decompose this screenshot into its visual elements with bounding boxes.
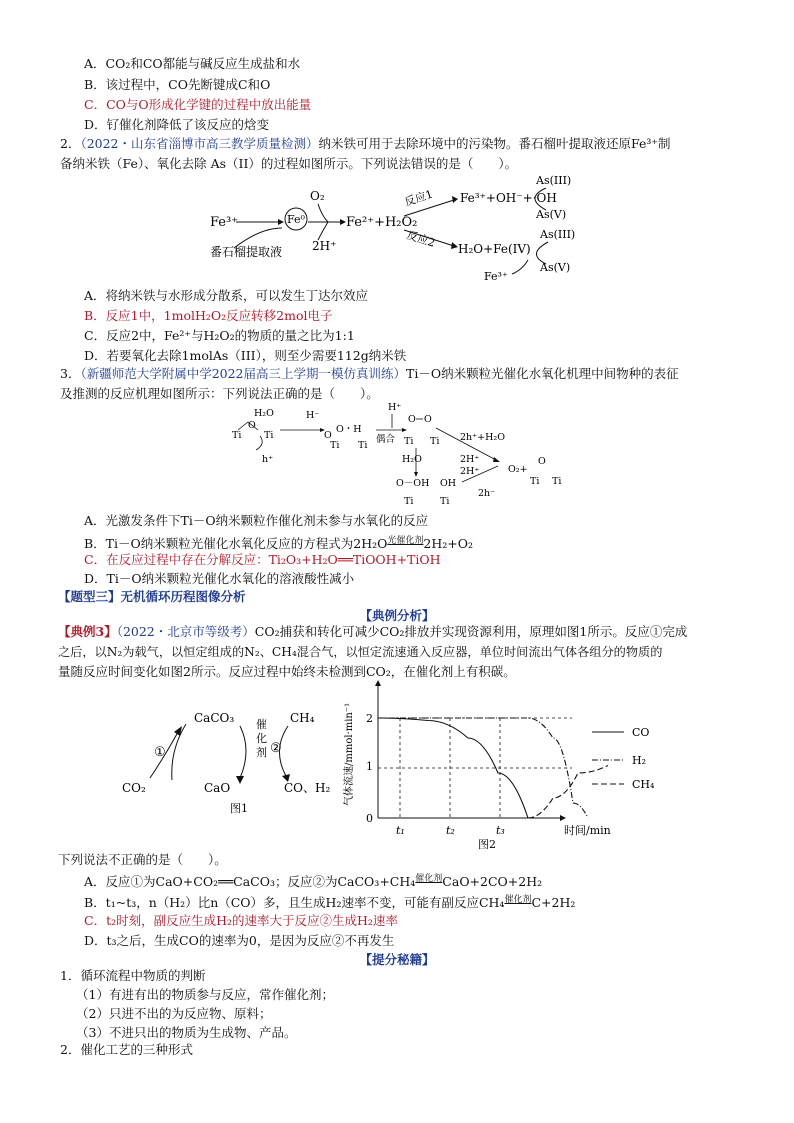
- q3-option-d: D．Ti－O纳米颗粒光催化水氧化的溶液酸性减小: [84, 571, 355, 586]
- q2-as5-bottom: As(V): [540, 261, 571, 274]
- q3-number: 3．: [60, 366, 81, 381]
- q2-fe3-bottom: Fe³⁺: [484, 270, 508, 283]
- q3-ti-2: Ti: [264, 430, 274, 441]
- q3-source: （新疆师范大学附属中学2022届高三上学期一模仿真训练）: [80, 366, 407, 381]
- ex3-label: 【典例3】: [58, 624, 117, 639]
- ex3-option-a-text: A．反应①为CaO+CO₂══CaCO₃；反应②为CaCO₃+CH₄: [84, 874, 416, 889]
- tips-line5: 2．催化工艺的三种形式: [60, 1042, 193, 1057]
- ex3-figure2: [340, 678, 700, 850]
- fig2-xtick-t2: t₂: [446, 824, 455, 837]
- fig1-reaction2: ②: [270, 741, 282, 756]
- q3-ti-3: Ti: [330, 440, 340, 451]
- q3-ti-8: Ti: [440, 496, 450, 507]
- fig2-xtick-t3: t₃: [496, 824, 505, 837]
- q2-extract-label: 番石榴提取液: [210, 245, 283, 259]
- q3-o-5: O: [538, 456, 546, 467]
- q2-fe0-label: Fe⁰: [287, 213, 305, 226]
- q3-hdot: H⁺: [388, 402, 402, 413]
- tips-line1: 1．循环流程中物质的判断: [60, 968, 206, 983]
- tips-line4: （3）不进只出的物质为生成物、产品。: [76, 1025, 297, 1040]
- q3-stem-line2: 及推测的反应机理如图所示：下列说法正确的是（ ）。: [60, 386, 379, 401]
- q3-ti-7: Ti: [404, 496, 414, 507]
- q1-option-b: B．该过程中，CO先断键成C和O: [84, 77, 271, 92]
- q2-stem-line2: 备纳米铁（Fe）、氧化去除 As（II）的过程如图所示。下列说法错误的是（ ）。: [60, 156, 518, 171]
- fig2-legend-ch4: CH₄: [632, 778, 655, 791]
- ex3-figure1: [110, 700, 350, 850]
- q3-o-1: O: [248, 420, 256, 431]
- ex3-option-a-tail: CaO+2CO+2H₂: [442, 874, 543, 889]
- q1-option-d: D．钌催化剂降低了该反应的焓变: [84, 117, 270, 132]
- fig1-caco3: CaCO₃: [194, 711, 235, 725]
- q2-stem-text1: 纳米铁可用于去除环境中的污染物。番石榴叶提取液还原Fe³⁺制: [318, 136, 671, 151]
- q3-2h-a: 2H⁺: [460, 454, 480, 465]
- q3-ooh-label: O－OH: [396, 478, 430, 489]
- analysis-header: 【典例分析】: [359, 608, 435, 623]
- q3-stem-text1: Ti－O纳米颗粒光催化水氧化机理中间物种的表征: [406, 366, 679, 381]
- q3-h2o-1: H₂O: [254, 408, 274, 419]
- ex3-option-a: [84, 871, 542, 890]
- q3-h2o-mid: H₂O: [402, 454, 422, 465]
- q3-o-4: O: [424, 414, 432, 425]
- tips-header: 【提分秘籍】: [359, 952, 435, 967]
- fig2-ytick-2: 2: [366, 712, 373, 725]
- q3-2hminus: 2h⁻: [478, 488, 496, 499]
- q3-option-b-tail: 2H₂+O₂: [423, 536, 474, 551]
- q2-option-d: D．若要氧化去除1molAs（III），则至少需要112g纳米铁: [84, 348, 407, 363]
- q2-number: 2．: [60, 136, 81, 151]
- q1-option-c: C．CO与O形成化学键的过程中放出能量: [84, 97, 312, 112]
- q2-option-c: C．反应2中，Fe²⁺与H₂O₂的物质的量之比为1:1: [84, 328, 355, 343]
- q3-oh-bottom: OH: [440, 478, 457, 489]
- q3-ti-1: Ti: [232, 430, 242, 441]
- q2-product2-label: H₂O+Fe(IV): [458, 242, 531, 256]
- fig2-legend-h2: H₂: [632, 754, 647, 767]
- fig2-caption: 图2: [478, 838, 496, 850]
- q2-reaction1-label: 反应1: [402, 187, 435, 209]
- q3-option-b: [84, 533, 473, 552]
- fig2-xtick-t1: t₁: [396, 824, 405, 837]
- fig1-catalyst-1: 催: [256, 718, 267, 731]
- q3-couple-label: 偶合: [376, 434, 396, 445]
- ex3-option-c: C．t₂时刻，副反应生成H₂的速率大于反应②生成H₂速率: [84, 913, 398, 928]
- q3-oh-label: O・H: [336, 424, 362, 435]
- q3-ti-6: Ti: [430, 436, 440, 447]
- q3-option-a: A．光激发条件下Ti－O纳米颗粒作催化剂未参与水氧化的反应: [84, 513, 429, 528]
- ex3-option-b-tail: C+2H₂: [531, 895, 576, 910]
- fig2-legend-co: CO: [632, 726, 650, 739]
- tips-line2: （1）有进有出的物质参与反应，常作催化剂；: [76, 987, 334, 1002]
- q2-option-a: A．将纳米铁与水形成分散系，可以发生丁达尔效应: [84, 288, 369, 303]
- fig2-xlabel: 时间/min: [564, 824, 611, 837]
- q2-stem-line1: [60, 136, 671, 152]
- q3-o2-label: O₂+: [508, 464, 528, 475]
- ex3-stem-line1: [58, 624, 687, 640]
- q2-reaction-diagram: [200, 170, 610, 290]
- q2-option-b: B．反应1中，1molH₂O₂反应转移2mol电子: [84, 308, 333, 323]
- q2-h-label: 2H⁺: [312, 239, 337, 253]
- fig1-catalyst-3: 剂: [256, 746, 267, 759]
- ex3-option-a-catalyst: 催化剂: [415, 874, 443, 884]
- ex3-stem-line2: 之后，以N₂为载气，以恒定组成的N₂、CH₄混合气，以恒定流速通入反应器，单位时间流出气体各组分的物质的: [58, 645, 663, 659]
- q3-o-3: O: [408, 414, 416, 425]
- fig1-ch4: CH₄: [290, 711, 315, 725]
- ex3-source: （2022・北京市等级考）: [116, 624, 255, 639]
- q3-2h-b: 2H⁺: [460, 466, 480, 477]
- q1-option-a: A．CO₂和CO都能与碱反应生成盐和水: [84, 56, 301, 71]
- q3-mechanism-diagram: [226, 400, 576, 508]
- q3-ti-4: Ti: [358, 440, 368, 451]
- fig2-ylabel: 气体流速/mmol·min⁻¹: [344, 702, 355, 806]
- q3-hplus-1: h⁺: [262, 454, 274, 465]
- fig1-cao: CaO: [204, 781, 231, 795]
- fig2-ytick-1: 1: [366, 760, 373, 773]
- ex3-option-b-text: B．t₁~t₃，n（H₂）比n（CO）多，且生成H₂速率不变，可能有副反应CH₄: [84, 895, 505, 910]
- ex3-option-d: D．t₃之后，生成CO的速率为0，是因为反应②不再发生: [84, 933, 395, 948]
- fig1-catalyst-2: 化: [256, 732, 267, 745]
- fig1-co2: CO₂: [122, 781, 146, 795]
- fig1-caption: 图1: [230, 802, 248, 815]
- q2-as3-top: As(III): [536, 174, 572, 187]
- ex3-question: 下列说法不正确的是（ ）。: [58, 852, 227, 867]
- q3-ti-10: Ti: [552, 476, 562, 487]
- fig1-reaction1: ①: [154, 745, 166, 760]
- q2-as5-top: As(V): [536, 208, 567, 221]
- q2-source: （2022・山东省淄博市高三教学质量检测）: [80, 136, 319, 151]
- q3-option-c: C．在反应过程中存在分解反应：Ti₂O₃+H₂O══TiOOH+TiOH: [84, 552, 441, 567]
- ex3-stem-line3: 量随反应时间变化如图2所示。反应过程中始终未检测到CO₂，在催化剂上有积碳。: [58, 664, 516, 679]
- q3-hminus: H⁻: [306, 410, 320, 421]
- ex3-option-b: [84, 892, 575, 911]
- ex3-option-b-catalyst: 催化剂: [504, 895, 532, 905]
- fig2-ytick-0: 0: [366, 812, 373, 825]
- section-title: 【题型三】无机循环历程图像分析: [58, 589, 246, 604]
- q2-as3-bottom: As(III): [540, 228, 576, 241]
- q2-product1-label: Fe³⁺+OH⁻+·OH: [460, 191, 557, 205]
- q3-option-b-text: B．Ti－O纳米颗粒光催化水氧化反应的方程式为2H₂O: [84, 536, 388, 551]
- q3-o-2: O: [324, 430, 332, 441]
- q3-stem-line1: [60, 366, 679, 382]
- q2-product-label: Fe²⁺+H₂O₂: [346, 215, 418, 230]
- q3-ti-9: Ti: [530, 476, 540, 487]
- q2-fe3-label: Fe³⁺: [210, 215, 239, 230]
- q3-ti-5: Ti: [404, 436, 414, 447]
- ex3-stem-text1: CO₂捕获和转化可减少CO₂排放并实现资源利用，原理如图1所示。反应①完成: [254, 624, 688, 639]
- fig1-products: CO、H₂: [284, 781, 331, 795]
- q2-reaction2-label: 反应2: [405, 228, 437, 250]
- q3-option-b-catalyst: 光催化剂: [387, 536, 424, 546]
- tips-line3: （2）只进不出的为反应物、原料；: [76, 1006, 272, 1021]
- q3-h2o-right: 2h⁺+H₂O: [460, 432, 506, 443]
- q2-o2-label: O₂: [310, 189, 325, 203]
